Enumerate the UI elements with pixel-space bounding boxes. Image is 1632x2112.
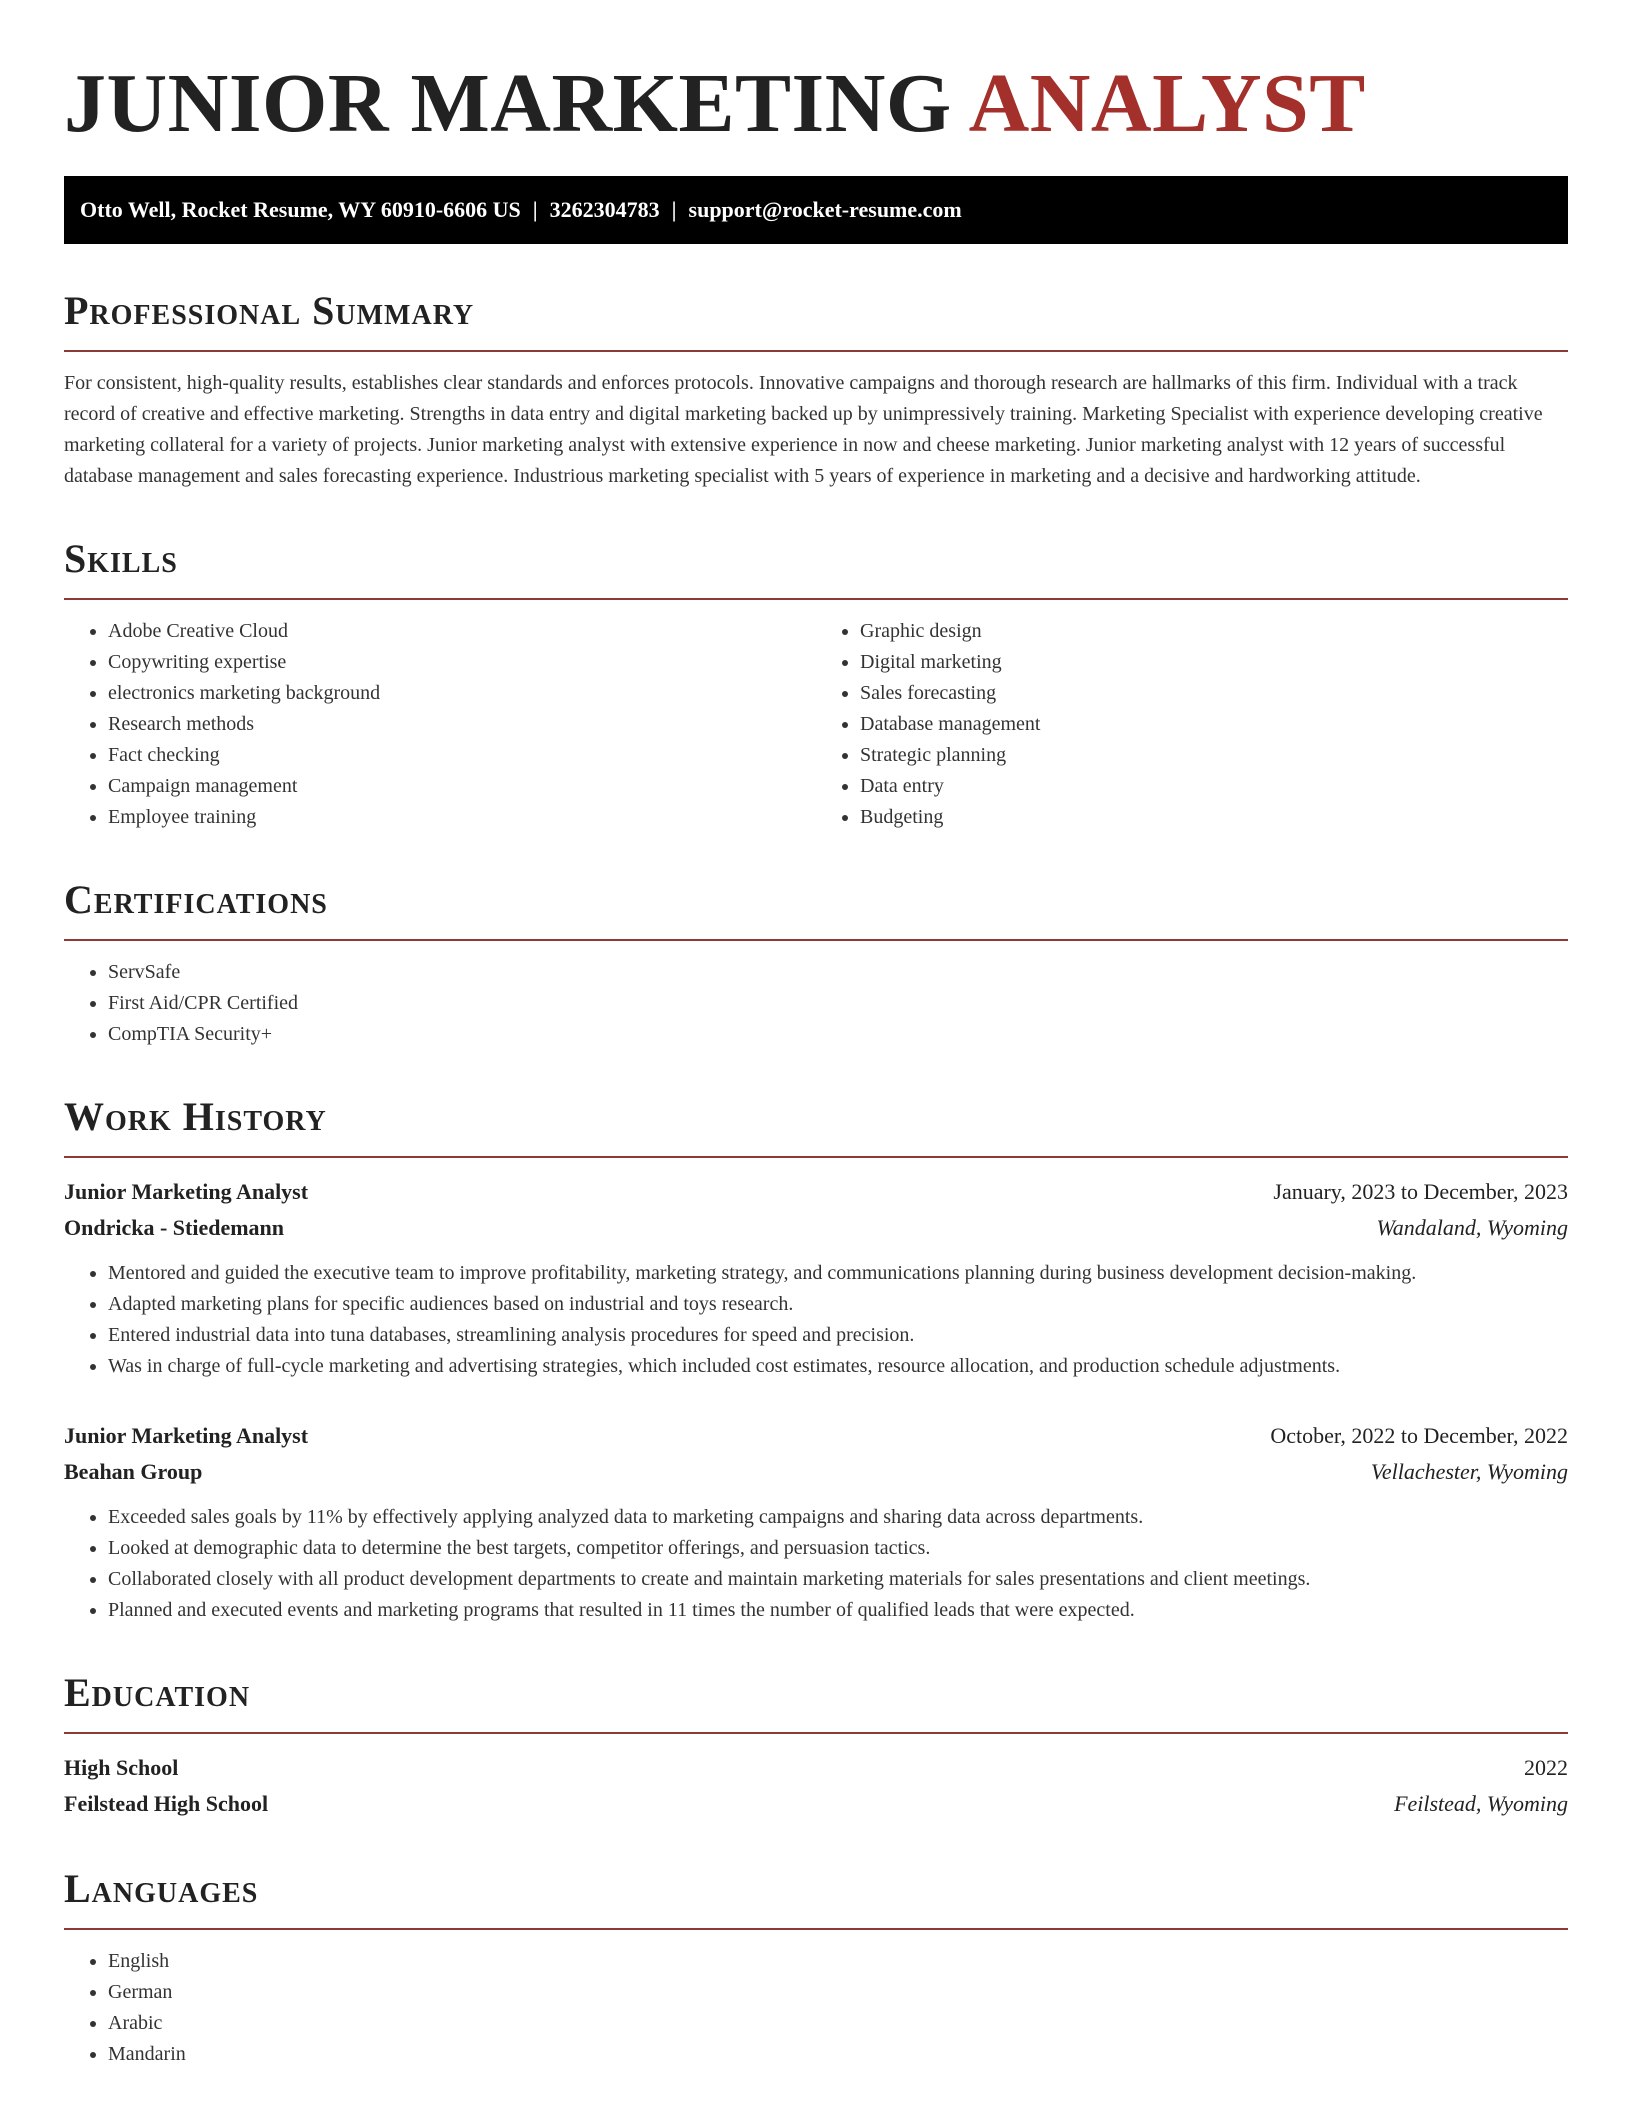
language-item: • Mandarin [108,2039,1568,2070]
work-history-section [64,1094,1568,1626]
job-dates: January, 2023 to December, 2023 [1273,1179,1568,1204]
skills-section [64,536,1568,833]
skills-grid [64,616,1568,833]
skill-item: • Strategic planning [860,740,1568,771]
job-header-row [64,1174,1568,1210]
skill-item: • Sales forecasting [860,678,1568,709]
education-year: 2022 [1524,1755,1568,1780]
job-bullet: • Exceeded sales goals by 11% by effectively applying analyzed data to marketing campaigns and sharing data across departments. [108,1502,1568,1533]
skill-item: • Budgeting [860,802,1568,833]
job-bullet: • Entered industrial data into tuna databases, streamlining analysis procedures for speed and precision. [108,1320,1568,1351]
skill-item: • Data entry [860,771,1568,802]
job-bullet: • Collaborated closely with all product development departments to create and maintain marketing materials for sales presentations and client meetings. [108,1564,1568,1595]
title-accent: ANALYST [968,57,1366,150]
job-entry [64,1174,1568,1382]
skill-item: • Copywriting expertise [108,647,816,678]
skill-item: • Employee training [108,802,816,833]
contact-separator: | [532,197,538,222]
contact-separator: | [671,197,677,222]
section-title-summary: Professional Summary [64,288,475,333]
job-company-row [64,1454,1568,1490]
job-company-row [64,1210,1568,1246]
languages-list [64,1946,1568,2070]
skill-item: • Research methods [108,709,816,740]
education-school-row [64,1786,1568,1822]
education-header-row [64,1750,1568,1786]
language-item: • Arabic [108,2008,1568,2039]
job-bullet: • Looked at demographic data to determine the best targets, competitor offerings, and persuasion tactics. [108,1533,1568,1564]
job-location: Vellachester, Wyoming [1370,1459,1568,1484]
contact-email[interactable]: support@rocket-resume.com [688,197,962,222]
contact-address: Otto Well, Rocket Resume, WY 60910-6606 US [80,197,521,222]
certifications-list [64,957,1568,1050]
certification-item: • CompTIA Security+ [108,1019,1568,1050]
job-entry [64,1418,1568,1626]
skill-item: • Campaign management [108,771,816,802]
skill-item: • Graphic design [860,616,1568,647]
job-bullet: • Mentored and guided the executive team to improve profitability, marketing strategy, and communications planning during business development decision-making. [108,1258,1568,1289]
languages-section [64,1866,1568,2070]
job-role: Junior Marketing Analyst [64,1423,309,1448]
skill-item: • Database management [860,709,1568,740]
certification-item: • First Aid/CPR Certified [108,988,1568,1019]
job-bullet: • Adapted marketing plans for specific audiences based on industrial and toys research. [108,1289,1568,1320]
section-title-skills: Skills [64,536,178,581]
education-degree: High School [64,1755,179,1780]
skills-list-right [816,616,1568,833]
certification-item: • ServSafe [108,957,1568,988]
section-divider [64,1928,1568,1930]
title-main: JUNIOR MARKETING [64,57,952,150]
section-title-education: Education [64,1670,251,1715]
skill-item: • Digital marketing [860,647,1568,678]
job-location: Wandaland, Wyoming [1376,1215,1568,1240]
language-item: • German [108,1977,1568,2008]
education-entry [64,1750,1568,1822]
language-item: • English [108,1946,1568,1977]
skills-list-left [64,616,816,833]
certifications-section [64,877,1568,1050]
resume-title [64,56,1568,152]
job-company: Ondricka - Stiedemann [64,1215,285,1240]
job-bullets [64,1502,1568,1626]
section-divider [64,1732,1568,1734]
section-divider [64,1156,1568,1158]
section-divider [64,598,1568,600]
skill-item: • electronics marketing background [108,678,816,709]
job-bullets [64,1258,1568,1382]
education-school: Feilstead High School [64,1791,269,1816]
section-title-languages: Languages [64,1866,259,1911]
contact-bar [64,176,1568,244]
skill-item: • Adobe Creative Cloud [108,616,816,647]
education-section [64,1670,1568,1822]
job-bullet: • Planned and executed events and marketing programs that resulted in 11 times the number of qualified leads that were expected. [108,1595,1568,1626]
summary-text: For consistent, high-quality results, establishes clear standards and enforces protocols. Innovative campaigns and thorough research are hallmarks of this firm. Individual with a track record of creative and effective marketing. Strengths in data entry and digital marketing backed up by unimpressively training. Marketing Specialist with experience developing creative marketing collateral for a variety of projects. Junior marketing analyst with extensive experience in now and cheese marketing. Junior marketing analyst with 12 years of successful database management and sales forecasting experience. Industrious marketing specialist with 5 years of experience in marketing and a decisive and hardworking attitude. [64,372,1543,487]
skill-item: • Fact checking [108,740,816,771]
job-header-row [64,1418,1568,1454]
section-title-certifications: Certifications [64,877,328,922]
education-location: Feilstead, Wyoming [1394,1791,1568,1816]
job-role: Junior Marketing Analyst [64,1179,309,1204]
job-bullet: • Was in charge of full-cycle marketing and advertising strategies, which included cost estimates, resource allocation, and production schedule adjustments. [108,1351,1568,1382]
contact-phone: 3262304783 [549,197,660,222]
section-title-work-history: Work History [64,1094,327,1139]
summary-section [64,288,1568,492]
section-divider [64,939,1568,941]
job-company: Beahan Group [64,1459,203,1484]
job-dates: October, 2022 to December, 2022 [1270,1423,1568,1448]
section-divider [64,350,1568,352]
resume-page [64,0,1568,2070]
